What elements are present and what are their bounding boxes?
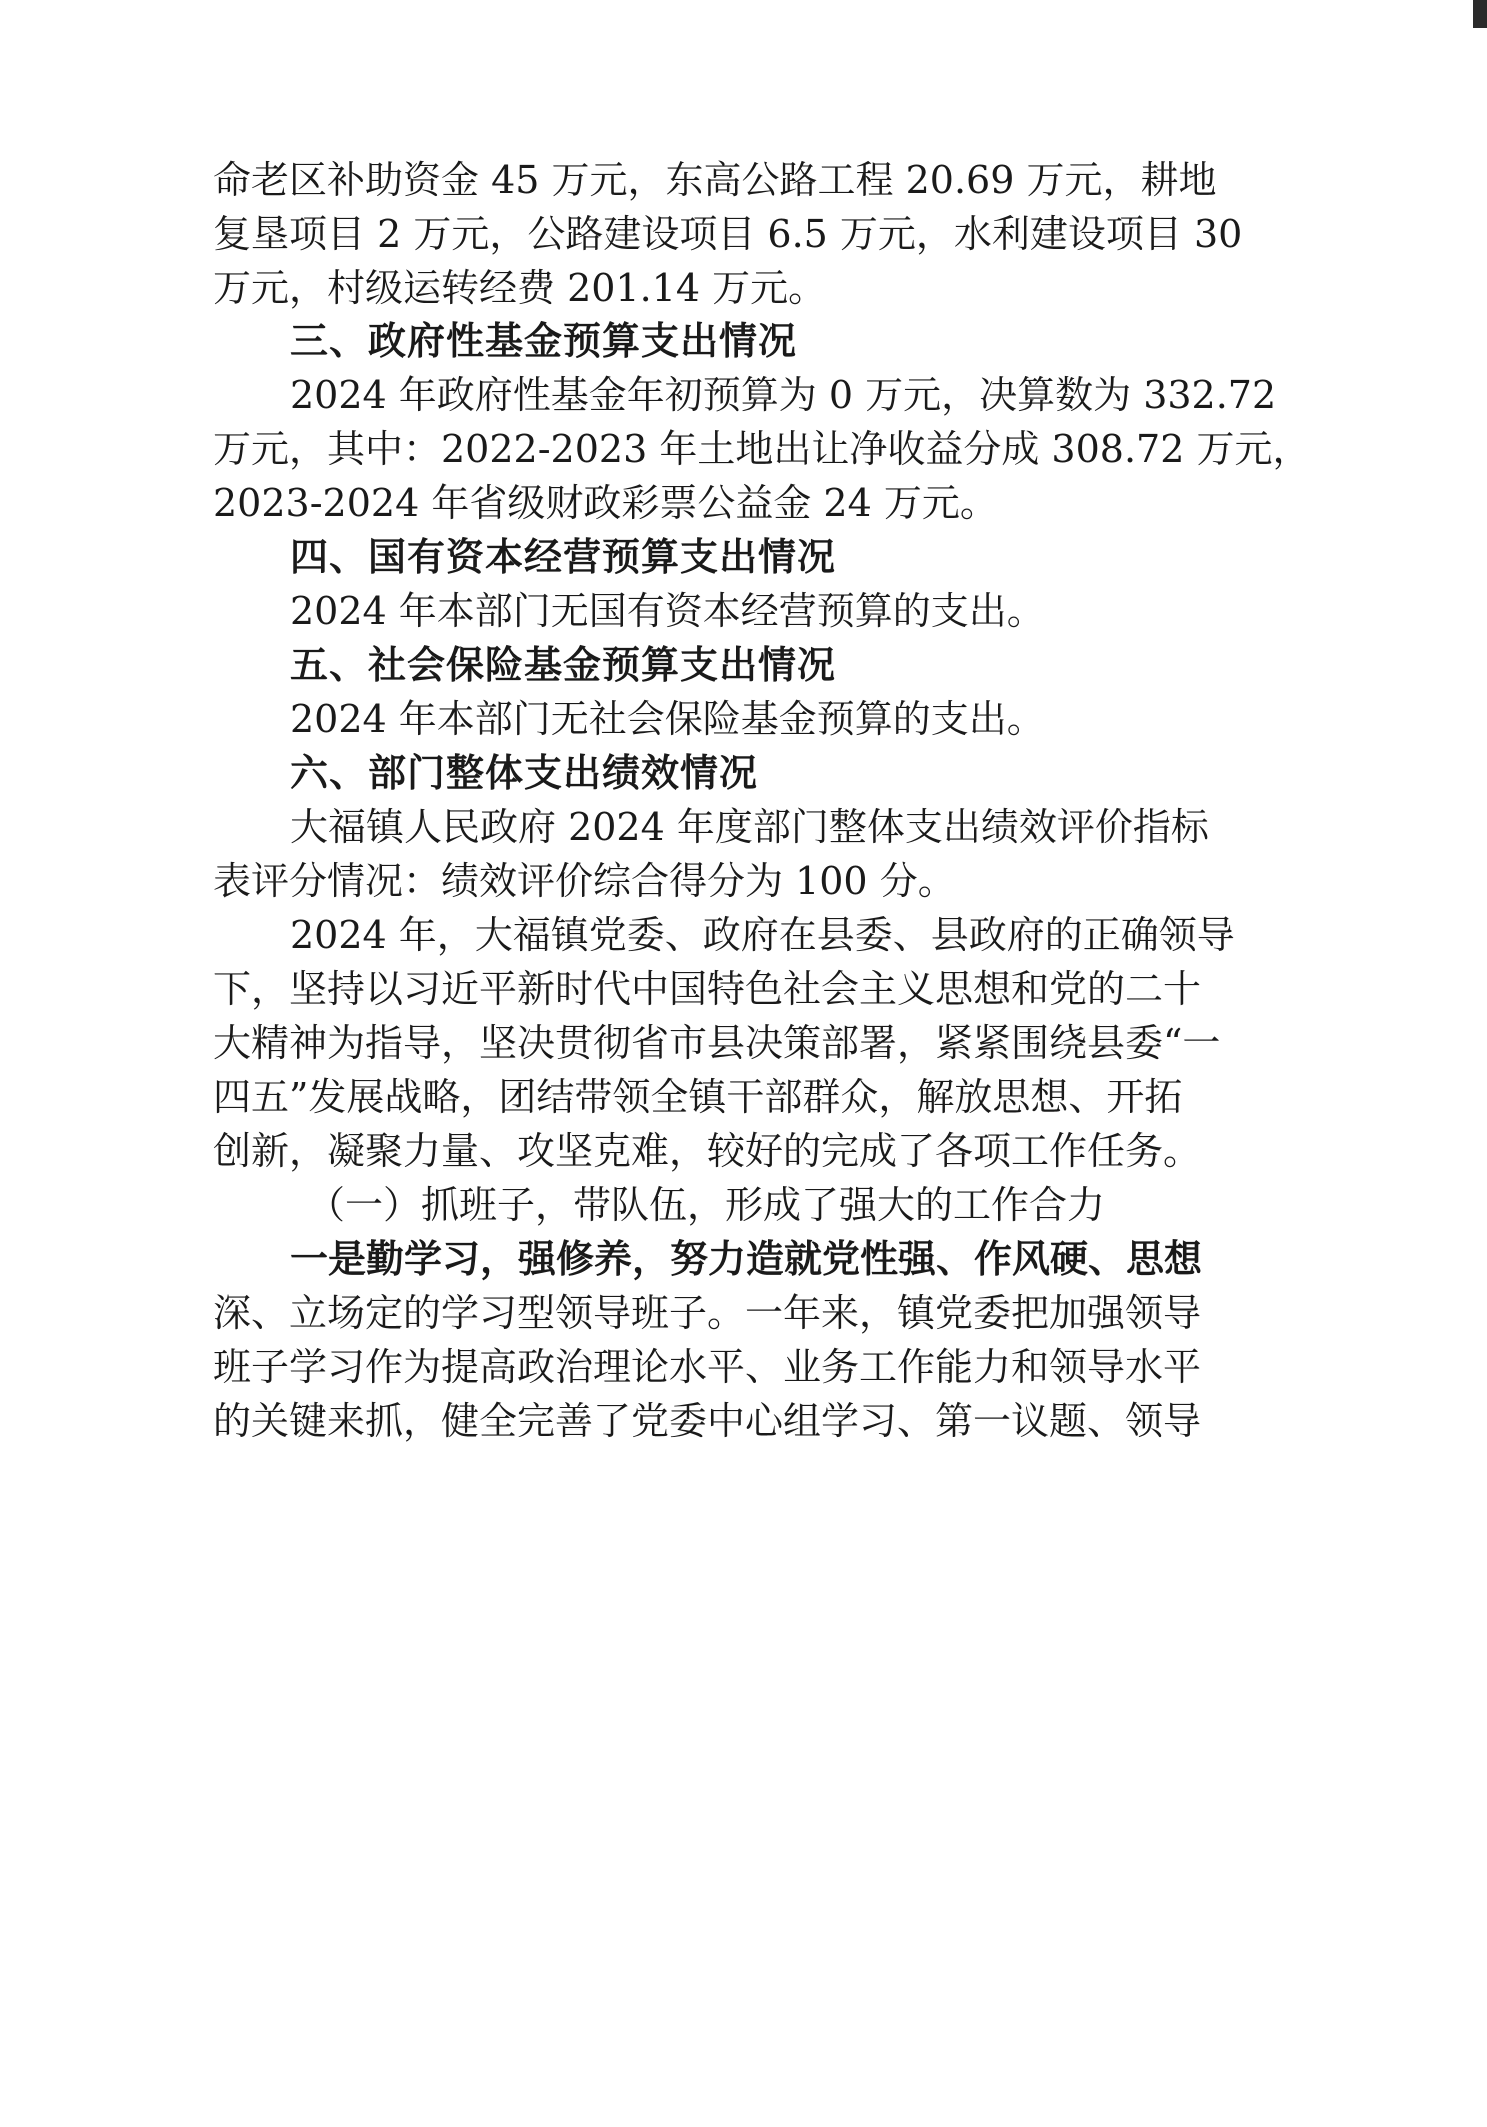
body-line: 2023-2024 年省级财政彩票公益金 24 万元。 (213, 481, 998, 525)
body-line: 大精神为指导，坚决贯彻省市县决策部署，紧紧围绕县委“一 (213, 1021, 1221, 1065)
body-line: 四五”发展战略，团结带领全镇干部群众，解放思想、开拓 (213, 1075, 1183, 1119)
subsection-heading-1: （一）抓班子，带队伍，形成了强大的工作合力 (307, 1183, 1106, 1227)
body-line: 表评分情况：绩效评价综合得分为 100 分。 (213, 859, 956, 903)
body-line: 创新，凝聚力量、攻坚克难，较好的完成了各项工作任务。 (213, 1129, 1202, 1173)
body-line: 大福镇人民政府 2024 年度部门整体支出绩效评价指标 (290, 805, 1209, 849)
body-line: 下，坚持以习近平新时代中国特色社会主义思想和党的二十 (213, 967, 1202, 1011)
body-line: 班子学习作为提高政治理论水平、业务工作能力和领导水平 (213, 1345, 1202, 1389)
body-line: 2024 年政府性基金年初预算为 0 万元，决算数为 332.72 (290, 373, 1277, 417)
body-line: 2024 年本部门无社会保险基金预算的支出。 (290, 697, 1045, 741)
body-line: 命老区补助资金 45 万元，东高公路工程 20.69 万元，耕地 (213, 158, 1217, 202)
section-heading-5: 五、社会保险基金预算支出情况 (290, 643, 837, 687)
scan-edge-mark (1473, 0, 1487, 28)
body-line: 2024 年，大福镇党委、政府在县委、县政府的正确领导 (290, 913, 1235, 957)
body-line-bold: 一是勤学习，强修养，努力造就党性强、作风硬、思想 (290, 1236, 1203, 1281)
section-heading-3: 三、政府性基金预算支出情况 (290, 319, 798, 363)
body-line: 万元，其中：2022-2023 年土地出让净收益分成 308.72 万元， (213, 427, 1311, 471)
body-line: 的关键来抓，健全完善了党委中心组学习、第一议题、领导 (213, 1399, 1202, 1443)
section-heading-6: 六、部门整体支出绩效情况 (290, 751, 759, 795)
body-line: 复垦项目 2 万元，公路建设项目 6.5 万元，水利建设项目 30 (213, 212, 1243, 256)
body-line: 2024 年本部门无国有资本经营预算的支出。 (290, 589, 1045, 633)
body-line: 万元，村级运转经费 201.14 万元。 (213, 266, 827, 310)
body-line: 深、立场定的学习型领导班子。一年来，镇党委把加强领导 (213, 1291, 1202, 1335)
section-heading-4: 四、国有资本经营预算支出情况 (290, 535, 837, 579)
